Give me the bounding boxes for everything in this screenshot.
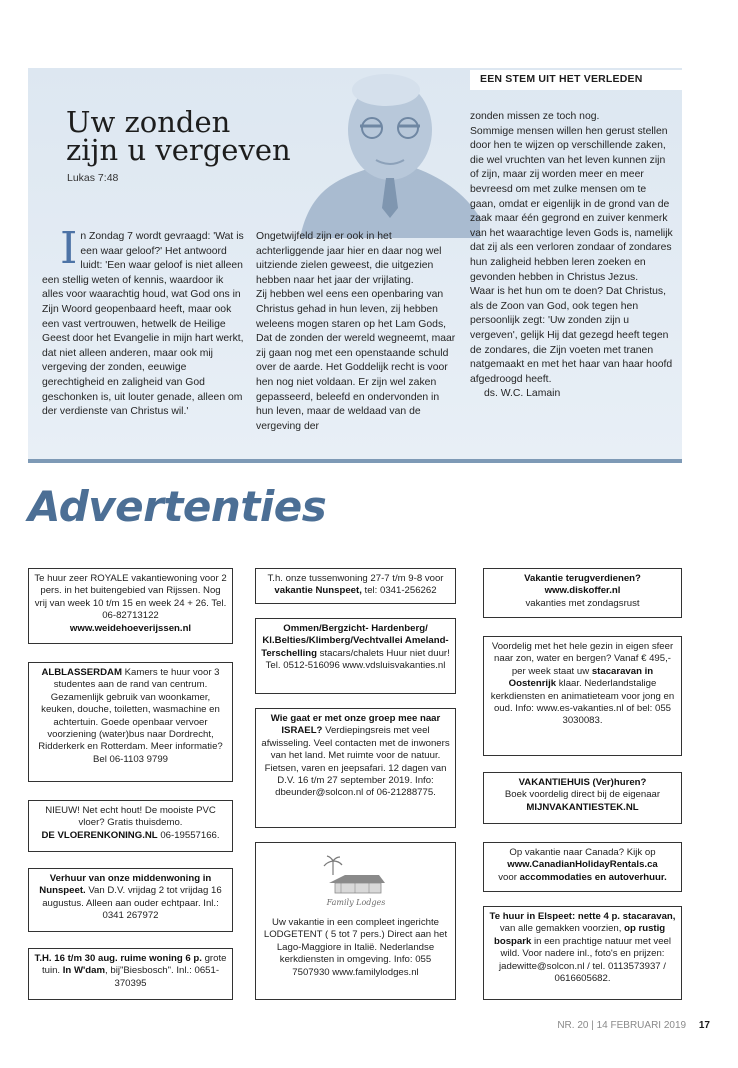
ad-heading: Te huur in Elspeet: nette 4 p. stacaravan, (489, 911, 676, 922)
classified-ad (28, 868, 233, 932)
ad-text: vakanties met zondagsrust (525, 597, 640, 609)
ad-text: Voordelig met het hele gezin in eigen sfeer naar zon, water en bergen? Vanaf € 495,- per week staat uw (491, 641, 674, 677)
ad-text: T.h. onze tussenwoning 27-7 t/m 9-8 voor (267, 573, 444, 584)
article-title-line: zijn u vergeven (66, 133, 291, 167)
ad-text: van alle gemakken voorzien, (499, 923, 625, 935)
classified-ad (483, 568, 682, 618)
classified-ad (28, 948, 233, 1000)
article-paragraph: Ongetwijfeld zijn er ook in het achterliggende jaar hier en daar nog wel uitziende zielen geweest, die uitgezien hebben naar het jaar der vrijlating. (256, 231, 442, 286)
classified-ad (255, 568, 456, 604)
ad-heading: Verhuur van onze middenwoning in Nunspeet. (39, 873, 212, 897)
article-column-3 (470, 110, 675, 402)
issue-info: NR. 20 | 14 FEBRUARI 2019 (557, 1020, 687, 1031)
scripture-reference: Lukas 7:48 (67, 172, 119, 184)
classified-ad (483, 636, 682, 756)
classified-ad (255, 618, 456, 694)
ad-text: Uw vakantie in een compleet ingerichte LODGETENT ( 5 tot 7 pers.) Direct aan het Lago-Maggiore in Italië. Nederlandse kerkdiensten in omgeving. Info: 055 7507930 www.familylodges.nl (263, 917, 448, 978)
ad-link[interactable]: www.weidehoeverijssen.nl (69, 622, 192, 634)
ad-heading: In W'dam (62, 965, 106, 977)
ad-text: grote tuin. (41, 953, 227, 977)
page-number: 17 (698, 1020, 710, 1031)
ad-text: voor (498, 871, 520, 883)
ad-text: Van D.V. vrijdag 2 tot vrijdag 16 augustus. Alleen aan ouder echtpaar. Inl.: 0341 267972 (42, 885, 222, 922)
ad-text: , bij"Biesbosch". Inl.: 0651-370395 (105, 965, 220, 989)
ad-heading: DE VLOERENKONING.NL (41, 829, 158, 841)
ad-link[interactable]: www.diskoffer.nl (544, 585, 621, 597)
drop-cap: I (60, 223, 78, 274)
classified-ad (255, 708, 456, 828)
article-paragraph: n Zondag 7 wordt gevraagd: 'Wat is een waar geloof?' Het antwoord luidt: 'Een waar geloof is niet alleen een stellig weten of kennis, waardoor ik alles voor waarachtig houd, wat God ons in Zijn Woord geopenbaard heeft, maar ook een vast vertrouwen, hetwelk de Heilige Geest door het Evangelie in mijn hart werkt, dat niet alleen anderen, maar ook mij vergeving der zonden, eeuwige gerechtigheid en zaligheid van God geschonken is, uit louter genade, alleen om der verdienste van Christus wil.' (42, 231, 244, 418)
classified-ad (483, 772, 682, 824)
ad-heading: op rustig bospark (493, 923, 666, 947)
ad-text: Verdiepingsreis met veel afwisseling. Veel contacten met de inwoners van het land. Met ruimte voor de natuur. Fietsen, varen en jeepsafari. 12 dagen van D.V. 16 t/m 27 september 2019. Info: dbeunder@solcon.nl of 06-21288775. (261, 725, 450, 799)
family-lodges-logo (321, 853, 391, 909)
ads-section-title: Advertenties (28, 482, 327, 531)
ad-heading: VAKANTIEHUIS (Ver)huren? (518, 777, 647, 788)
article-paragraph: Waar is het hun om te doen? Dat Christus, als de Zoon van God, ook tegen hen persoonlijk zegt: 'Uw zonden zijn u vergeven', gelijk Hij dat gezegd heeft tegen de zondares, die Zijn voeten met tranen natgemaakt en met het haar van haar hoofd afgedroogd heeft. (470, 286, 673, 385)
classified-ad (28, 568, 233, 644)
ad-heading: Vakantie terugverdienen? (524, 573, 641, 584)
ad-heading: accommodaties en autoverhuur. (519, 871, 667, 883)
ad-heading: T.H. 16 t/m 30 aug. ruime woning 6 p. (34, 953, 202, 964)
article-column-1 (42, 223, 245, 420)
article-divider (28, 459, 682, 463)
ad-text: stacars/chalets Huur niet duur! Tel. 0512-516096 www.vdsluisvakanties.nl (265, 647, 450, 672)
classified-ad (28, 662, 233, 782)
classified-ad (28, 800, 233, 852)
article-title (66, 105, 316, 167)
article-column-2 (256, 230, 456, 434)
classified-ad (255, 842, 456, 1000)
ad-text: in een prachtige natuur met veel wild. Voor nadere inl., foto's en prijzen: jadewitte@solcon.nl / tel. 0113573937 / 0616605682. (499, 935, 672, 985)
ad-text: 06-19557166. (157, 829, 220, 841)
portrait-photo (290, 68, 480, 238)
section-tag: EEN STEM UIT HET VERLEDEN (470, 70, 682, 90)
article-paragraph: Zij hebben wel eens een openbaring van Christus gehad in hun leven, zij hebben weleens mogen staren op het Lam Gods, Dat de zonden der wereld wegneemt, maar zij gaan nog met een openstaande schuld over de aarde. Het Goddelijk recht is voor hen nog niet voldaan. Er zijn wel zaken gepasseerd, beleefd en ondervonden in hun leven, maar de weldaad van de vergeving der (256, 289, 456, 432)
ad-heading: vakantie Nunspeet, (274, 585, 362, 597)
ad-text: Te huur zeer ROYALE vakantiewoning voor 2 pers. in het buitengebied van Rijssen. Nog vrij van week 10 t/m 15 en week 24 + 26. Tel. 06-82713122 (34, 573, 227, 622)
ad-heading: Ommen/Bergzicht- Hardenberg/ Kl.Belties/Klimberg/Vechtvallei Ameland-Terschelling (261, 623, 449, 659)
ad-heading: ALBLASSERDAM (41, 667, 122, 678)
ad-heading: Wie gaat er met onze groep mee naar ISRAEL? (270, 713, 441, 737)
ad-text: Op vakantie naar Canada? Kijk op (509, 847, 656, 858)
classified-ad (483, 842, 682, 892)
article-signature: ds. W.C. Lamain (484, 388, 561, 400)
ad-text: Kamers te huur voor 3 studentes aan de rand van centrum. Gezamenlijk gebruik van woonkamer, keuken, douche, toiletten, wasmachine en achtertuin. Goede openbaar vervoer voorziening (water)bus naar Dordrecht, Ridderkerk en Rotterdam. Meer informatie? Bel 06-1103 9799 (38, 667, 223, 765)
ad-heading: stacaravan in Oostenrijk (508, 665, 654, 690)
logo-text: Family Lodges (326, 898, 385, 907)
article-paragraph: Sommige mensen willen hen gerust stellen door hen te wijzen op verschillende zaken, die wel vruchten van het leven kunnen zijn of zijn, maar zij worden meer en meer bevreesd om met zulke mensen om te gaan, omdat er eigenlijk in de grond van de zaak maar één gegrond en zuiver kenmerk van het waarachtige leven Gods is, namelijk dat zij als een verloren zondaar of zondares hun zaligheid hebben leren zoeken en gevonden hebben in Christus Jezus. (470, 125, 673, 283)
ad-text: NIEUW! Net echt hout! De mooiste PVC vloer? Gratis thuisdemo. (45, 805, 216, 829)
article-title-line: Uw zonden (66, 105, 231, 139)
ad-text: klaar. Nederlandstalige kerkdiensten en animatieteam voor jong en oud. Info: www.es-vakanties.nl of bel: 055 3030083. (490, 678, 675, 727)
classified-ad (483, 906, 682, 1000)
page-footer (557, 1020, 710, 1031)
ad-link[interactable]: www.CanadianHolidayRentals.ca (507, 859, 658, 871)
ad-text: tel: 0341-256262 (361, 585, 437, 597)
ad-text: Boek voordelig direct bij de eigenaar (504, 789, 661, 801)
ad-link[interactable]: MIJNVAKANTIESTEK.NL (526, 801, 639, 813)
article-paragraph: zonden missen ze toch nog. (470, 111, 600, 122)
